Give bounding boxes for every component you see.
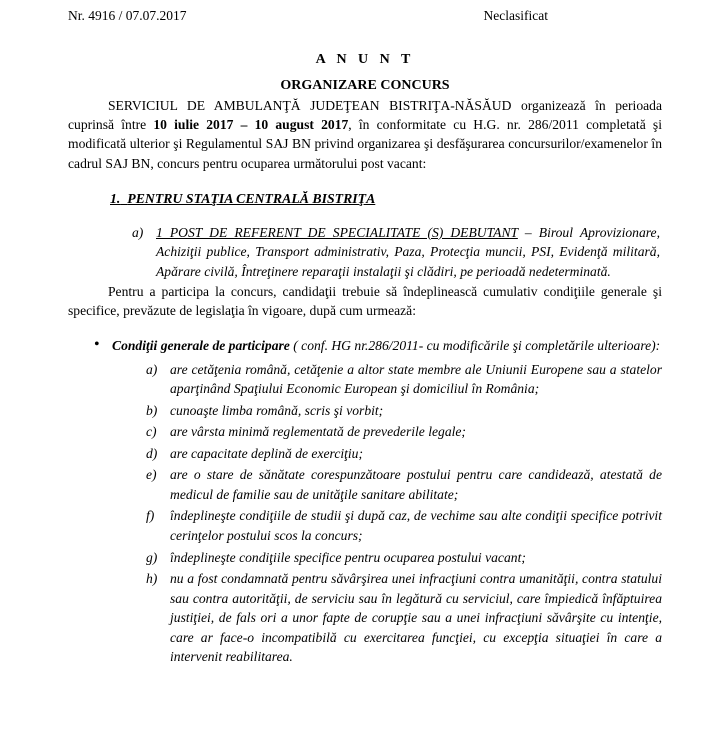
list-item-text: are vârsta minimă reglementată de prevederile legale;: [170, 424, 466, 440]
page-header: [0, 0, 706, 24]
list-item: [146, 548, 662, 568]
document-number: Nr. 4916 / 07.07.2017: [68, 8, 187, 23]
post-description: – Biroul Aprovizionare, Achiziţii publice, Transport administrativ, Paza, Protecţia muncii, PSI, Evidenţă militară, Apărare civilă, Întreţinere reparaţii instalaţii şi clădiri, pe perioadă nedeterminată.: [156, 224, 660, 279]
general-conditions-list: [112, 360, 662, 667]
bullet-icon: •: [94, 336, 100, 354]
participation-paragraph: Pentru a participa la concurs, candidaţii trebuie să îndeplinească cumulativ condiţiile generale şi specifice, prevăzute de legislaţia în vigoare, după cum urmează:: [68, 283, 662, 318]
post-marker: a): [132, 224, 144, 240]
document-body: [0, 50, 706, 667]
list-item: [146, 360, 662, 399]
list-item: [146, 465, 662, 504]
general-conditions-block: [94, 336, 662, 667]
list-item-text: are cetăţenia română, cetăţenie a altor state membre ale Uniunii Europene sau a statelor aparţinând Spaţiului Economic European şi domiciliul în România;: [170, 361, 662, 397]
list-item: [146, 444, 662, 464]
list-item-text: îndeplineşte condiţiile de studii şi după caz, de vechime sau alte condiţii specifice potrivit cerinţelor postului scos la concurs;: [170, 508, 662, 544]
title-block: [68, 50, 662, 96]
list-item-label: d): [146, 445, 158, 461]
section-heading-station: [110, 189, 662, 209]
list-item-label: g): [146, 549, 158, 565]
section-number: 1.: [110, 190, 121, 206]
post-item: [132, 223, 660, 282]
list-item-text: are o stare de sănătate corespunzătoare postului pentru care candidează, atestată de medicul de familie sau de unităţile sanitare abilitate;: [170, 467, 662, 502]
list-item-text: nu a fost condamnată pentru săvârşirea unei infracţiuni contra umanităţii, contra statului sau contra autorităţii, de serviciu sau în legătură cu serviciul, care împiedică înfăptuirea justiţiei, de fals ori a unor fapte de corupţie sau a unei infracţiuni săvârşite cu intenţie, care ar face-o incompatibilă cu exercitarea funcţiei, cu excepţia situaţiei în care a intervenit reabilitarea.: [170, 571, 662, 665]
section-title: PENTRU STAŢIA CENTRALĂ BISTRIŢA: [127, 190, 376, 206]
list-item-text: îndeplineşte condiţiile specifice pentru ocuparea postului vacant;: [170, 549, 526, 565]
list-item: [146, 401, 662, 421]
document-subtitle: ORGANIZARE CONCURS: [280, 77, 450, 93]
list-item-text: cunoaşte limba română, scris şi vorbit;: [170, 402, 384, 418]
list-item-label: h): [146, 571, 158, 587]
general-conditions-reference: ( conf. HG nr.286/2011- cu modificările şi completările ulterioare):: [289, 338, 661, 354]
general-conditions-heading: Condiţii generale de participare: [112, 338, 290, 354]
list-item-text: are capacitate deplină de exerciţiu;: [170, 445, 364, 461]
list-item-label: e): [146, 467, 157, 483]
list-item-label: c): [146, 424, 157, 440]
document-title: A N U N T: [315, 52, 415, 67]
intro-institution: SERVICIUL DE AMBULANŢĂ JUDEŢEAN BISTRIŢA-NĂSĂUD: [108, 97, 512, 113]
list-item: [146, 506, 662, 545]
list-item: [146, 569, 662, 667]
intro-text-1: organizează în perioada cuprinsă între: [68, 97, 662, 133]
list-item-label: b): [146, 402, 158, 418]
intro-paragraph: [68, 96, 662, 173]
post-title: 1 POST DE REFERENT DE SPECIALITATE (S) DEBUTANT: [156, 224, 518, 240]
intro-period: 10 iulie 2017 – 10 august 2017: [153, 117, 349, 133]
intro-text-2: , în conformitate cu H.G. nr. 286/2011 completată şi modificată ulterior şi Regulamentul SAJ BN privind organizarea şi desfăşurarea concursurilor/examenelor în cadrul SAJ BN, concurs pentru ocuparea următorului post vacant:: [68, 117, 662, 171]
list-item: [146, 422, 662, 442]
list-item-label: a): [146, 361, 158, 377]
classification-label: Neclasificat: [483, 8, 548, 23]
list-item-label: f): [146, 508, 155, 524]
